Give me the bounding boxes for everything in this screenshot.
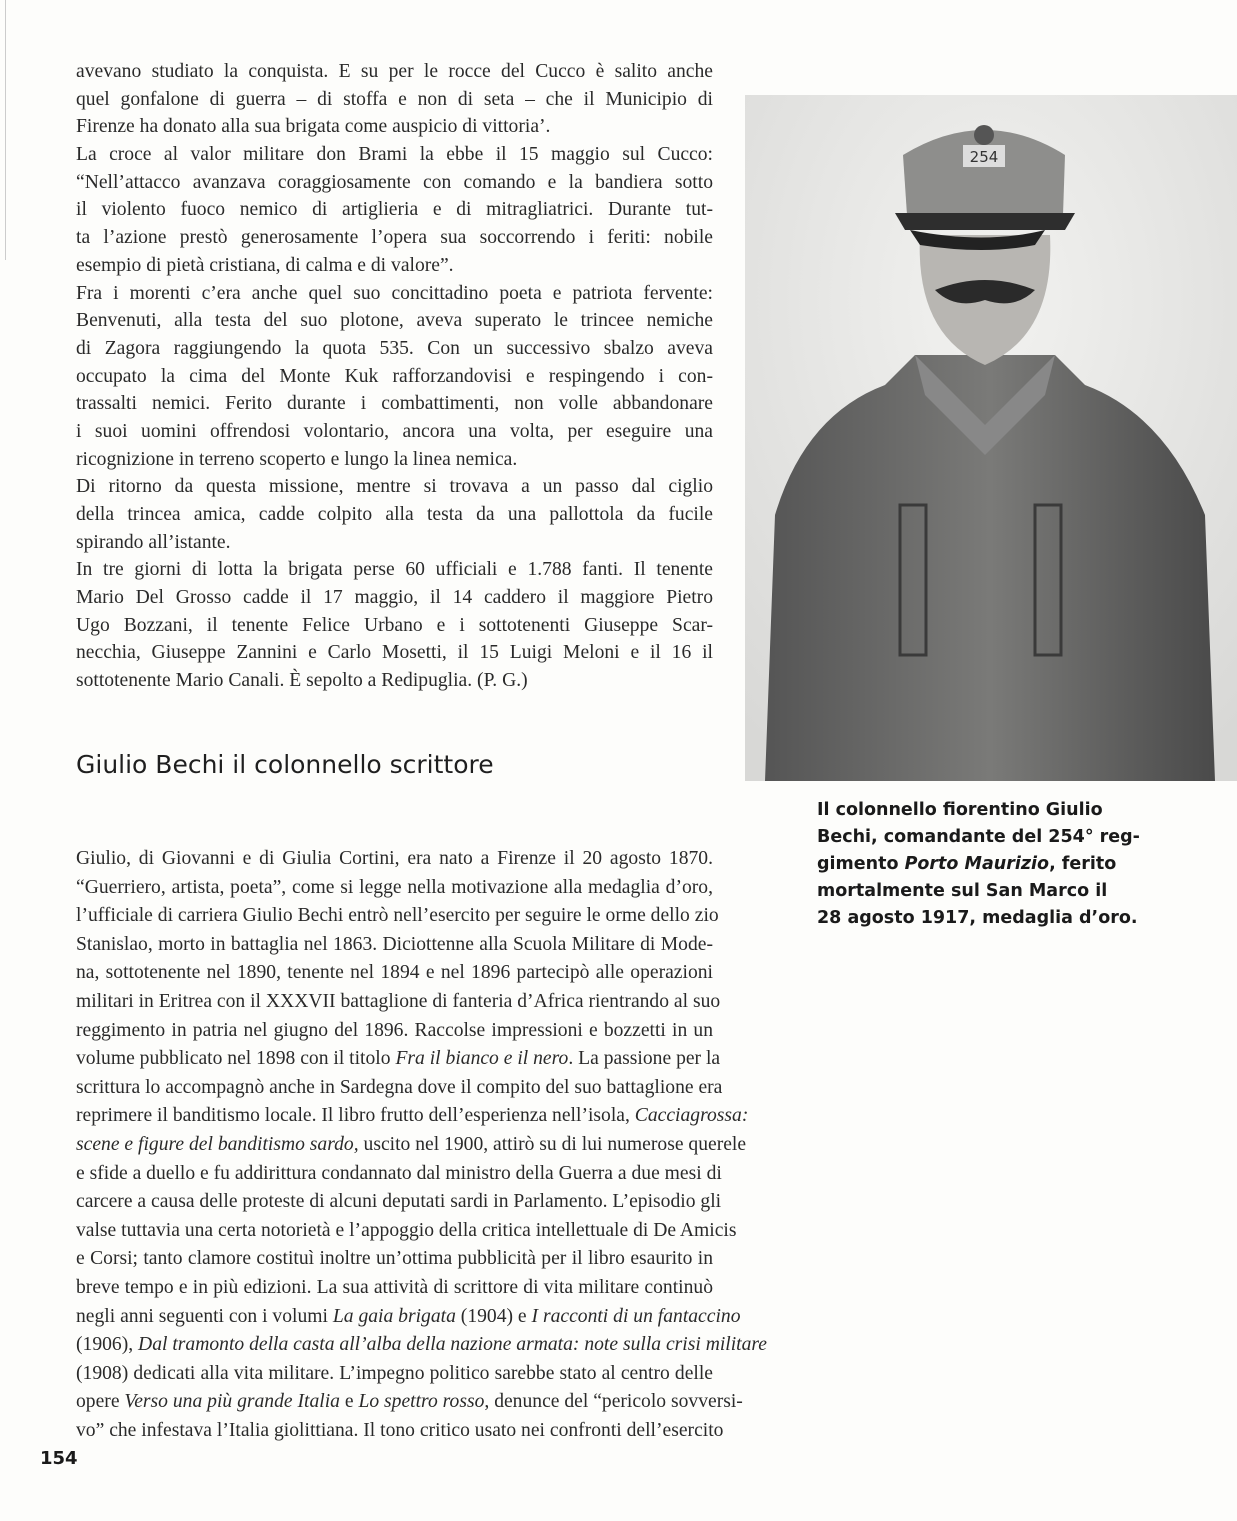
text-segment: In tre giorni di lotta la brigata perse 60 ufficiali e 1.788 fanti. Il tenente <box>76 559 713 581</box>
text-line <box>76 280 713 308</box>
text-segment: , denunce del “pericolo sovversi- <box>484 1391 743 1413</box>
text-line <box>76 529 713 557</box>
text-line <box>817 797 1197 824</box>
text-line <box>76 667 713 695</box>
text-line <box>76 1331 768 1360</box>
text-segment: Giulio, di Giovanni e di Giulia Cortini, era nato a Firenze il 20 agosto 1870. <box>76 848 713 869</box>
text-segment: mortalmente sul San Marco il <box>817 881 1108 901</box>
italic-title: Dal tramonto della casta all’alba della nazione armata: note sulla crisi militare <box>138 1334 768 1356</box>
text-segment: Benvenuti, alla testa del suo plotone, aveva superato le trincee nemiche <box>76 310 713 332</box>
text-segment: “Guerriero, artista, poeta”, come si legge nella motivazione alla medaglia d’oro, <box>76 876 713 898</box>
text-segment: il violento fuoco nemico di artiglieria e di mitragliatrici. Durante tut- <box>76 199 713 221</box>
text-line <box>817 824 1197 851</box>
text-line <box>76 86 713 114</box>
italic-title: scene e figure del banditismo sardo, <box>76 1133 359 1155</box>
text-segment: gimento <box>817 854 905 874</box>
italic-title: Lo spettro rosso <box>358 1391 485 1413</box>
text-line <box>76 988 721 1017</box>
text-segment: . La passione per la <box>568 1048 721 1070</box>
text-line <box>76 556 713 584</box>
text-segment: esempio di pietà cristiana, di calma e di valore”. <box>76 254 454 276</box>
text-line <box>76 363 713 391</box>
text-segment: scrittura lo accompagnò anche in Sardegna dove il compito del suo battaglione era <box>76 1076 723 1098</box>
text-segment: Il colonnello fiorentino Giulio <box>817 800 1103 820</box>
text-line <box>76 1360 713 1389</box>
italic-title: Verso una più grande Italia <box>124 1391 340 1413</box>
text-segment: Di ritorno da questa missione, mentre si trovava a un passo dal ciglio <box>76 476 713 498</box>
scan-margin-line <box>5 0 6 260</box>
text-line <box>76 1131 747 1160</box>
text-segment: Firenze ha donato alla sua brigata come auspicio di vittoria’. <box>76 116 551 138</box>
text-segment: uscito nel 1900, attirò su di lui numerose querele <box>358 1133 747 1155</box>
cap-badge-number: 254 <box>969 148 999 166</box>
text-segment: Ugo Bozzani, il tenente Felice Urbano e i sottotenenti Giuseppe Scar- <box>76 614 713 636</box>
text-line <box>76 501 713 529</box>
text-segment: sottotenente Mario Canali. È sepolto a Redipuglia. (P. G.) <box>76 670 528 692</box>
italic-title: La gaia brigata <box>332 1305 456 1327</box>
body-text-top <box>76 58 713 695</box>
text-segment: l’ufficiale di carriera Giulio Bechi entrò nell’esercito per seguire le orme dello zio <box>76 905 719 927</box>
text-segment: Fra i morenti c’era anche quel suo concittadino poeta e patriota fervente: <box>76 282 713 304</box>
text-segment: trassalti nemici. Ferito durante i combattimenti, non volle abbandonare <box>76 393 713 415</box>
text-segment: Mario Del Grosso cadde il 17 maggio, il 14 caddero il maggiore Pietro <box>76 587 713 609</box>
text-segment: na, sottotenente nel 1890, tenente nel 1894 e nel 1896 partecipò alle operazioni <box>76 962 713 984</box>
text-line <box>76 446 713 474</box>
text-segment: necchia, Giuseppe Zannini e Carlo Mosetti, il 15 Luigi Meloni e il 16 il <box>76 642 713 664</box>
text-segment: carcere a causa delle proteste di alcuni deputati sardi in Parlamento. L’episodio gli <box>76 1191 722 1213</box>
text-line <box>76 902 719 931</box>
text-line <box>76 58 713 86</box>
italic-title: Cacciagrossa: <box>634 1105 749 1127</box>
text-line <box>76 113 713 141</box>
text-line <box>76 931 713 960</box>
text-line <box>76 196 713 224</box>
text-line <box>76 639 713 667</box>
text-segment: ricognizione in terreno scoperto e lungo la linea nemica. <box>76 448 518 470</box>
italic-title: I racconti di un fantaccino <box>531 1305 741 1327</box>
text-line <box>817 905 1197 932</box>
text-line <box>76 1160 722 1189</box>
text-line <box>76 1417 724 1446</box>
text-line <box>76 584 713 612</box>
body-text-bottom <box>76 845 768 1445</box>
text-segment: (1904) e <box>455 1305 532 1327</box>
text-line <box>76 335 713 363</box>
text-line <box>817 878 1197 905</box>
text-segment: opere <box>76 1391 125 1413</box>
text-segment: reggimento in patria nel giugno del 1896. Raccolse impressioni e bozzetti in un <box>76 1019 713 1041</box>
text-line <box>76 612 713 640</box>
page-number: 154 <box>40 1448 78 1469</box>
text-line <box>76 1017 713 1046</box>
text-segment: valse tuttavia una certa notorietà e l’appoggio della critica intellettuale di De Amicis <box>76 1219 737 1241</box>
text-line <box>76 141 713 169</box>
text-line <box>76 252 713 280</box>
text-segment: breve tempo e in più edizioni. La sua attività di scrittore di vita militare continuò <box>76 1276 713 1298</box>
text-segment: ta l’azione prestò generosamente l’opera sua soccorrendo i feriti: nobile <box>76 227 713 249</box>
text-line <box>76 390 713 418</box>
text-segment: di Zagora raggiungendo la quota 535. Con un successivo sbalzo aveva <box>76 337 713 359</box>
text-segment: occupato la cima del Monte Kuk rafforzandovisi e respingendo i con- <box>76 365 713 387</box>
portrait-photo <box>745 95 1237 781</box>
text-segment: della trincea amica, cadde colpito alla testa da una pallottola da fucile <box>76 504 713 525</box>
photo-caption <box>817 797 1197 932</box>
text-segment: volume pubblicato nel 1898 con il titolo <box>76 1048 396 1070</box>
text-segment: militari in Eritrea con il XXXVII battaglione di fanteria d’Africa rientrando al suo <box>76 990 721 1012</box>
text-segment: vo” che infestava l’Italia giolittiana. Il tono critico usato nei confronti dell’esercito <box>76 1419 724 1441</box>
text-line <box>76 418 713 446</box>
text-line <box>817 851 1197 878</box>
text-line <box>76 874 713 903</box>
text-segment: La croce al valor militare don Brami la ebbe il 15 maggio sul Cucco: <box>76 144 713 166</box>
text-segment: i suoi uomini offrendosi volontario, ancora una volta, per eseguire una <box>76 420 713 442</box>
text-line <box>76 959 713 988</box>
text-line <box>76 307 713 335</box>
text-segment: reprimere il banditismo locale. Il libro frutto dell’esperienza nell’isola, <box>76 1105 635 1127</box>
text-line <box>76 1045 721 1074</box>
italic-title: Porto Maurizio <box>904 854 1050 874</box>
text-line <box>76 1274 713 1303</box>
text-segment: , ferito <box>1049 854 1117 874</box>
italic-title: Fra il bianco e il nero <box>395 1048 569 1070</box>
text-line <box>76 1303 741 1332</box>
text-line <box>76 1388 743 1417</box>
text-line <box>76 1188 722 1217</box>
text-segment: avevano studiato la conquista. E su per le rocce del Cucco è salito anche <box>76 61 713 82</box>
text-segment: e <box>339 1391 359 1413</box>
text-segment: (1906), <box>76 1334 139 1356</box>
text-line <box>76 224 713 252</box>
text-segment: Bechi, comandante del 254° reg- <box>817 827 1140 847</box>
text-line <box>76 845 713 874</box>
text-segment: quel gonfalone di guerra – di stoffa e non di seta – che il Municipio di <box>76 88 713 110</box>
text-segment: e Corsi; tanto clamore costituì inoltre un’ottima pubblicità per il libro esaurito in <box>76 1248 713 1270</box>
text-segment: e sfide a duello e fu addirittura condannato dal ministro della Guerra a due mesi di <box>76 1162 722 1184</box>
text-segment: “Nell’attacco avanzava coraggiosamente con comando e la bandiera sotto <box>76 171 713 193</box>
text-segment: 28 agosto 1917, medaglia d’oro. <box>817 908 1138 928</box>
text-segment: (1908) dedicati alla vita militare. L’impegno politico sarebbe stato al centro delle <box>76 1362 713 1384</box>
text-line <box>76 1245 713 1274</box>
text-segment: spirando all’istante. <box>76 531 231 553</box>
section-heading: Giulio Bechi il colonnello scrittore <box>76 750 494 779</box>
text-line <box>76 1217 737 1246</box>
text-segment: negli anni seguenti con i volumi <box>76 1305 333 1327</box>
text-line <box>76 169 713 197</box>
text-line <box>76 1102 749 1131</box>
text-line <box>76 1074 723 1103</box>
text-segment: Stanislao, morto in battaglia nel 1863. Diciottenne alla Scuola Militare di Mode- <box>76 933 713 955</box>
text-line <box>76 473 713 501</box>
